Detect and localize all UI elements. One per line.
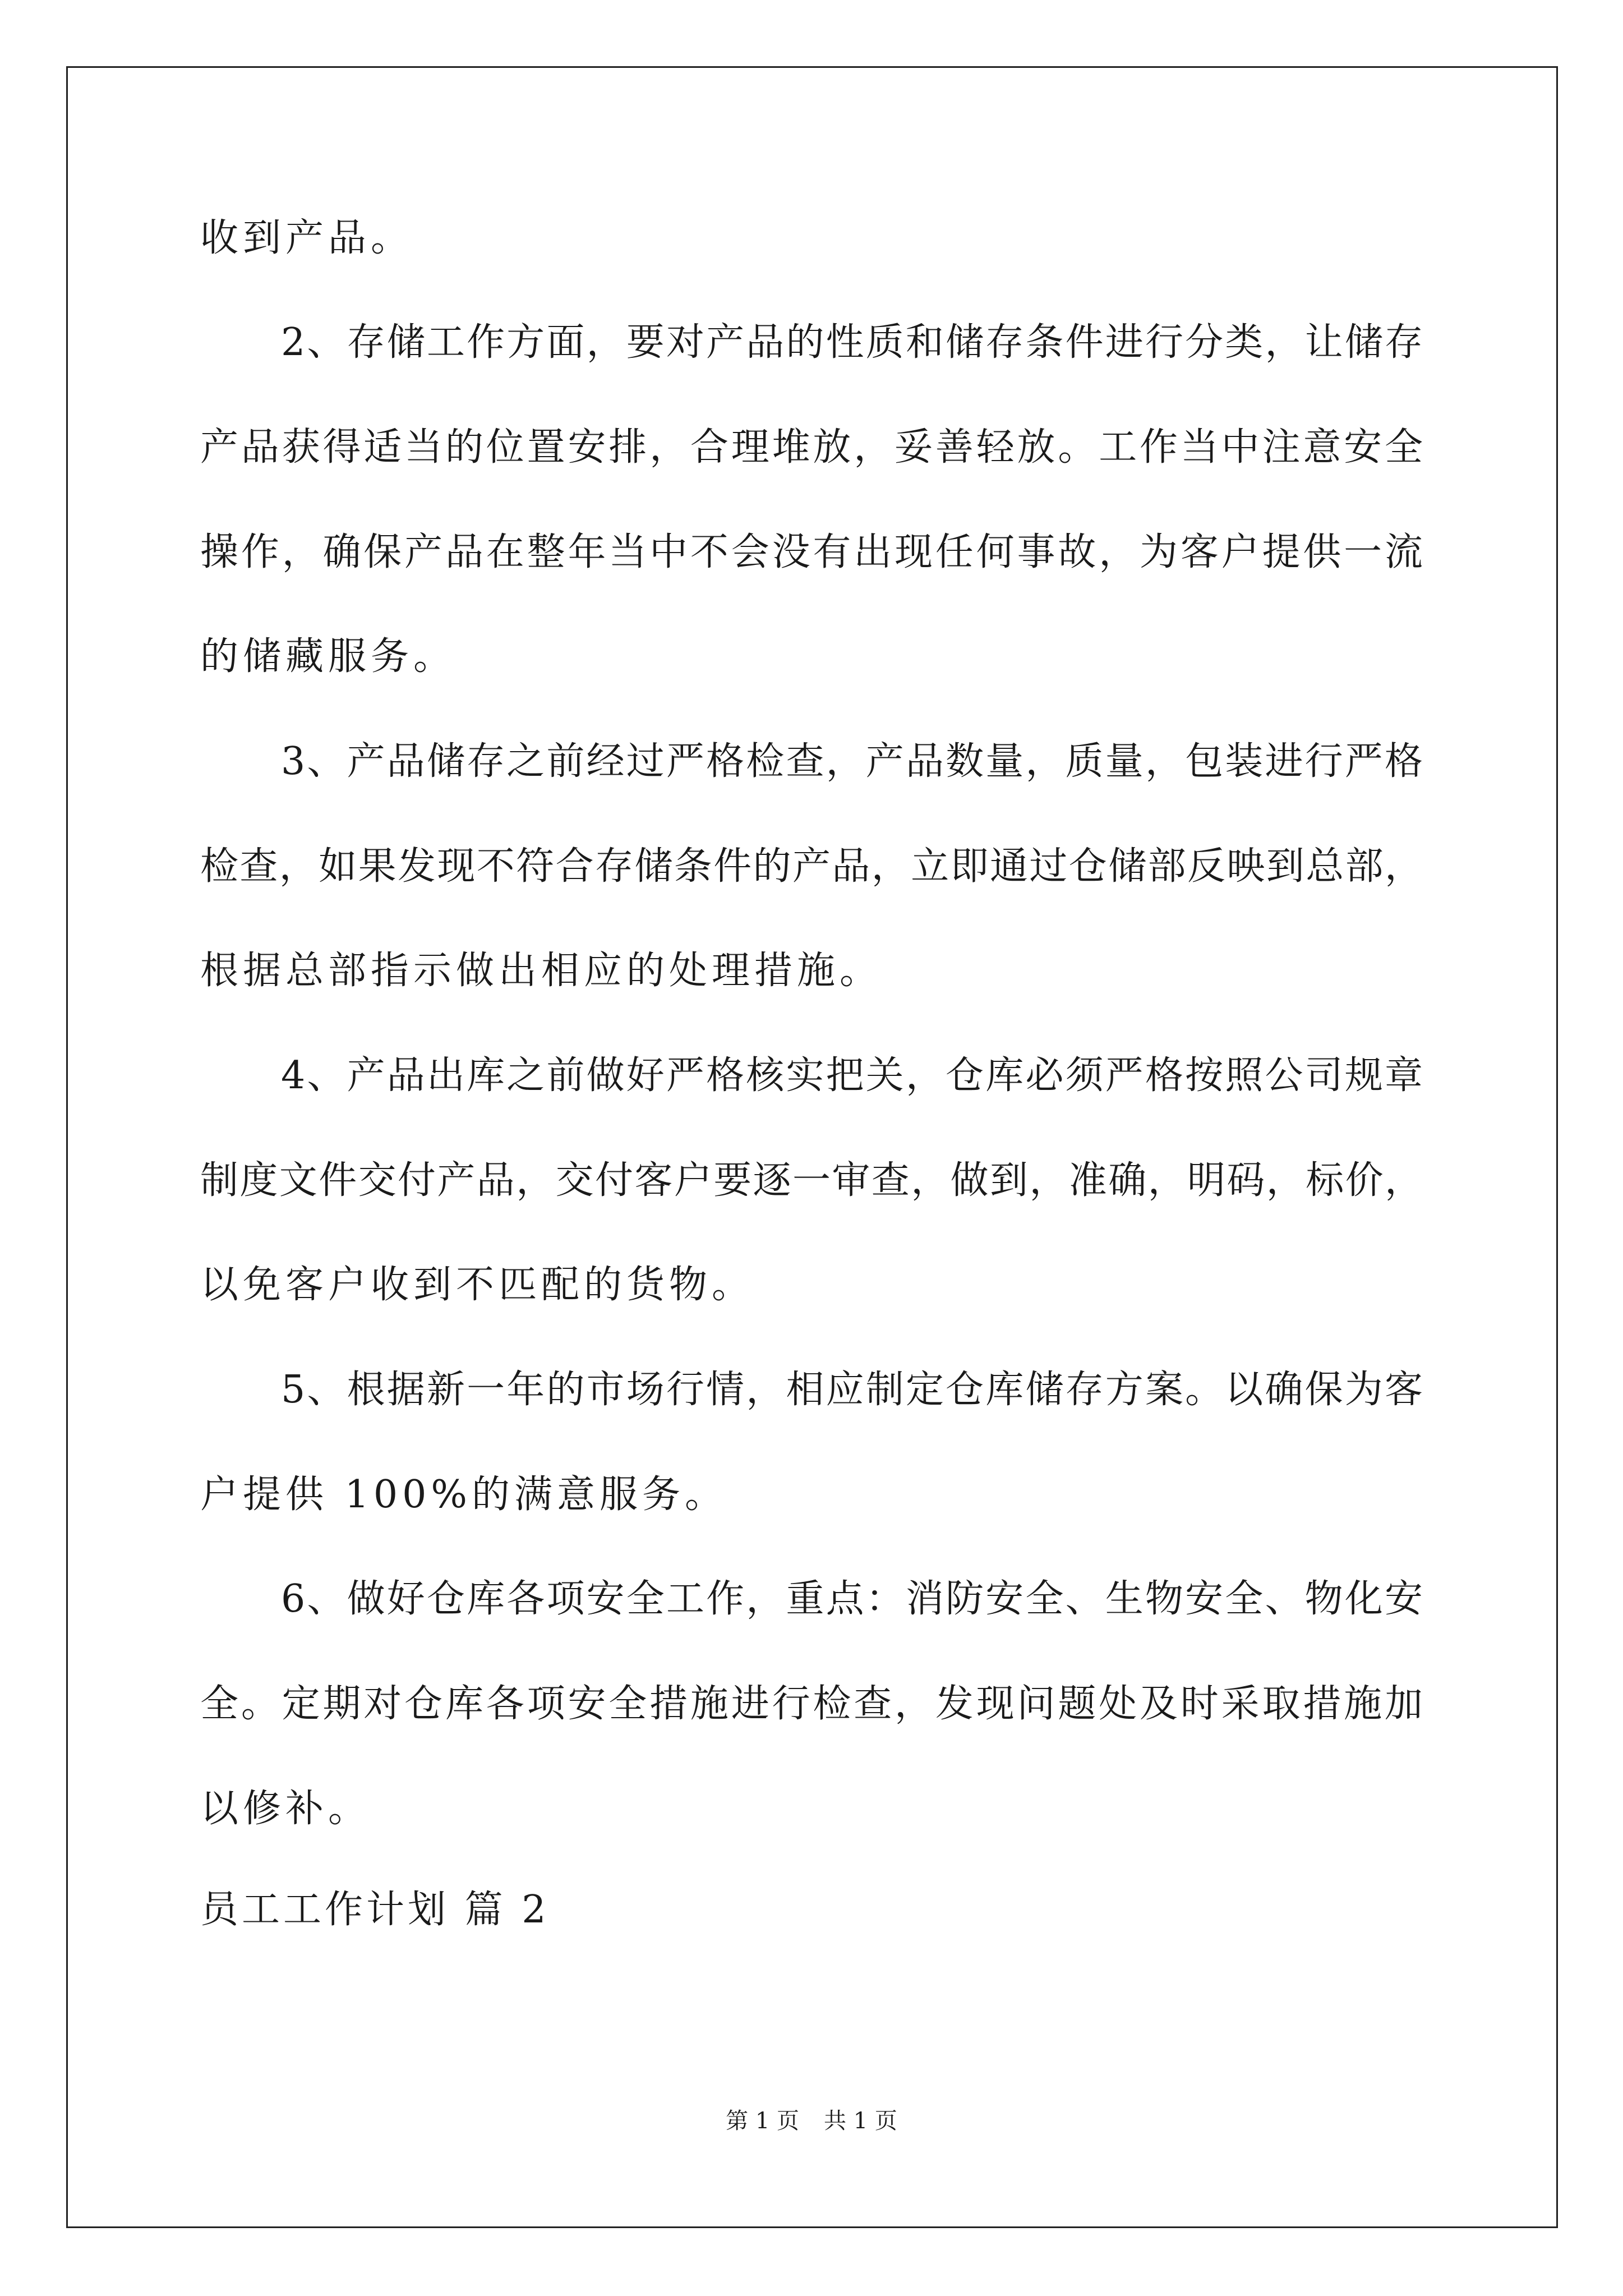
text-line: 户提供 100%的满意服务。 — [200, 1473, 728, 1517]
text-line: 制度文件交付产品，交付客户要逐一审查，做到，准确，明码，标价， — [200, 1158, 1423, 1203]
text-line: 根据总部指示做出相应的处理措施。 — [200, 949, 883, 993]
paragraph-2-line-1: 2、存储工作方面，要对产品的性质和储存条件进行分类，让储存 — [281, 320, 1423, 365]
text-line: 收到产品。 — [200, 216, 414, 260]
text-line: 以免客户收到不匹配的货物。 — [200, 1263, 755, 1307]
text-line: 以修补。 — [200, 1787, 371, 1831]
section-heading: 员工工作计划 篇 2 — [200, 1888, 550, 1932]
text-line: 操作，确保产品在整年当中不会没有出现任何事故，为客户提供一流 — [200, 530, 1423, 574]
text-line: 全。定期对仓库各项安全措施进行检查，发现问题处及时采取措施加 — [200, 1682, 1423, 1726]
paragraph-3-line-1: 3、产品储存之前经过严格检查，产品数量，质量，包装进行严格 — [281, 739, 1423, 784]
paragraph-6-line-1: 6、做好仓库各项安全工作，重点：消防安全、生物安全、物化安 — [281, 1577, 1423, 1621]
paragraph-5-line-1: 5、根据新一年的市场行情，相应制定仓库储存方案。以确保为客 — [281, 1368, 1423, 1412]
page-number-total: 共 1 页 — [824, 2108, 897, 2134]
text-line: 检查，如果发现不符合存储条件的产品，立即通过仓储部反映到总部， — [200, 844, 1423, 889]
text-line: 的储藏服务。 — [200, 634, 457, 679]
paragraph-4-line-1: 4、产品出库之前做好严格核实把关，仓库必须严格按照公司规章 — [281, 1053, 1423, 1098]
page-number-current: 第 1 页 — [726, 2108, 799, 2134]
page-footer — [0, 2106, 1623, 2136]
text-line: 产品获得适当的位置安排，合理堆放，妥善轻放。工作当中注意安全 — [200, 425, 1423, 470]
